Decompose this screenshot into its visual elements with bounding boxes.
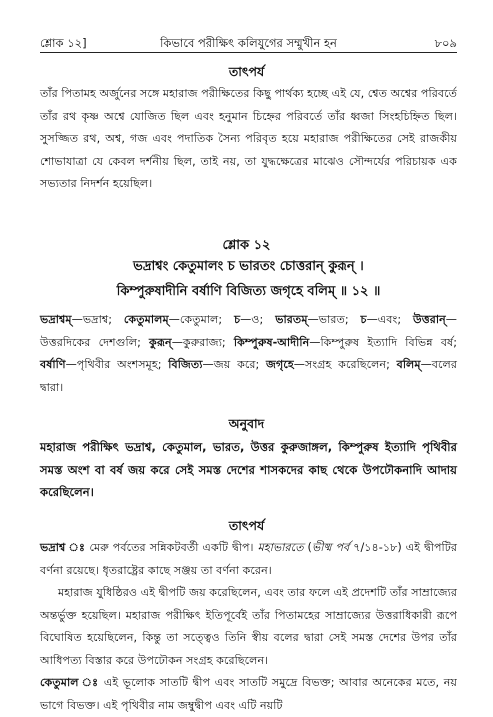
synonym-word: কিম্পুরুষ-আদীনি	[233, 335, 310, 349]
synonym-meaning: —ও;	[240, 313, 276, 326]
synonym-word: ভদ্রাশ্বম্	[40, 313, 72, 326]
purport-heading-1: তাৎপর্য	[228, 64, 265, 79]
synonym-meaning: —কেতুমাল;	[168, 313, 235, 326]
term-ketumala: কেতুমাল ঃ	[40, 676, 100, 689]
purport-paragraph-bhadrashva	[40, 537, 457, 582]
synonyms-paragraph	[40, 309, 457, 399]
verse-text	[40, 254, 457, 304]
book-title: মহাভারতে	[257, 541, 304, 554]
running-header	[40, 34, 457, 53]
synonym-word: বিজিত্য	[168, 358, 203, 372]
synonym-meaning: —পৃথিবীর অংশসমূহ;	[65, 358, 169, 372]
synonym-meaning: —এবং;	[366, 313, 413, 326]
synonym-meaning: —ভদ্রাশ্ব;	[71, 313, 124, 326]
synonym-word: বলিম্	[396, 358, 421, 372]
purport-paragraph-yudhishthira: মহারাজ যুধিষ্ঠিরও এই দ্বীপটি জয় করেছিলেন, এবং তার ফলে এই প্রদেশটি তাঁর সাম্রাজ্যের অন্তর্ভুক্ত হয়েছিল। মহারাজ পরীক্ষিৎ ইতিপূর্বেই তাঁর পিতামহের সাম্রাজ্যের উত্তরাধিকারী রূপে বিঘোষিত হয়েছিলেন, কিন্তু তা সত্ত্বেও তিনি স্বীয় বলের দ্বারা সেই সমস্ত দেশের উপর তাঁর আধিপত্য বিস্তার করে উপঢৌকন সংগ্রহ করেছিলেন।	[40, 586, 457, 667]
purport-text: মেরু পর্বতের সন্নিকটবর্তী একটি দ্বীপ।	[85, 541, 258, 554]
synonym-meaning: —কিম্পুরুষ ইত্যাদি বিভিন্ন বর্ষ;	[309, 335, 457, 349]
synonym-meaning: —উত্তরদিকের দেশগুলি;	[40, 313, 457, 349]
verse-line-1: ভদ্রাশ্বং কেতুমালং চ ভারতং চোত্তরান্ কুরূন্ ।	[133, 259, 364, 274]
purport-paragraph-1: তাঁর পিতামহ অর্জুনের সঙ্গে মহারাজ পরীক্ষিতের কিছু পার্থক্য হচ্ছে এই যে, শ্বেত অশ্বের পরিবর্তে তাঁর রথ কৃষ্ণ অশ্বে যোজিত ছিল এবং হনুমান চিহ্নের পরিবর্তে তাঁর ধ্বজা সিংহচিহ্নিত ছিল। সুসজ্জিত রথ, অশ্ব, গজ এবং পদাতিক সৈন্য পরিবৃত হয়ে মহারাজ পরীক্ষিতের সেই রাজকীয় শোভাযাত্রা যে কেবল দর্শনীয় ছিল, তাই নয়, তা যুদ্ধক্ষেত্রের মাঝেও সৌন্দর্যের পরিচায়ক এক সভ্যতার নিদর্শন হয়েছিল।	[40, 87, 457, 191]
purport-text: ৭/১৪-১৮) এই দ্বীপটির বর্ণনা রয়েছে। ধৃতরাষ্ট্রের কাছে সঞ্জয় তা বর্ণনা করেন।	[40, 541, 457, 577]
synonym-meaning: —কুরুরাজ্য;	[171, 335, 234, 349]
purport-paragraph-ketumala	[40, 672, 457, 712]
synonym-word: চ	[234, 313, 241, 326]
synonym-meaning: —জয় করে;	[202, 358, 267, 372]
purport-text: এই ভূলোক সাতটি দ্বীপ এবং সাতটি সমুদ্রে বিভক্ত; আবার অনেকের মতে, নয় ভাগে বিভক্ত। এই পৃথিবীর নাম জম্বুদ্বীপ এবং এটি নয়টি	[40, 676, 457, 712]
verse-heading: শ্লোক ১২	[222, 238, 271, 253]
verse-reference: শ্লোক ১২]	[40, 36, 87, 50]
synonym-word: উত্তরান্	[412, 313, 446, 326]
synonym-word: জগৃহে	[266, 358, 294, 372]
term-bhadrashva: ভদ্রাশ্ব ঃ	[40, 541, 86, 554]
synonym-word: কুরূন্	[149, 335, 172, 349]
synonym-word: ভারতম্	[275, 313, 308, 326]
translation-heading: অনুবাদ	[228, 416, 265, 431]
translation-paragraph: মহারাজ পরীক্ষিৎ ভদ্রাশ্ব, কেতুমাল, ভারত, উত্তর কুরুজাঙ্গল, কিম্পুরুষ ইত্যাদি পৃথিবীর সমস্ত অংশ বা বর্ষ জয় করে সেই সমস্ত দেশের শাসকদের কাছ থেকে উপঢৌকনাদি আদায় করেছিলেন।	[40, 440, 457, 500]
verse-line-2: কিম্পুরুষাদীনি বর্ষাণি বিজিত্য জগৃহে বলিম্ ॥ ১২ ॥	[116, 284, 381, 299]
chapter-title: কিভাবে পরীক্ষিৎ কলিযুগের সম্মুখীন হন	[160, 36, 337, 50]
purport-heading-2: তাৎপর্য	[228, 518, 265, 533]
synonym-word: বর্ষাণি	[40, 358, 66, 372]
synonym-meaning: —ভারত;	[307, 313, 361, 326]
purport-text: (	[303, 541, 312, 554]
synonym-meaning: —সংগ্রহ করেছিলেন;	[293, 358, 397, 372]
synonym-word: কেতুমালম্	[123, 313, 169, 326]
synonym-word: চ	[360, 313, 367, 326]
synonym-meaning: —বলের দ্বারা।	[40, 358, 458, 394]
page-number: ৮০৯	[434, 36, 457, 50]
book-section: ভীষ্ম পর্ব	[311, 541, 350, 554]
